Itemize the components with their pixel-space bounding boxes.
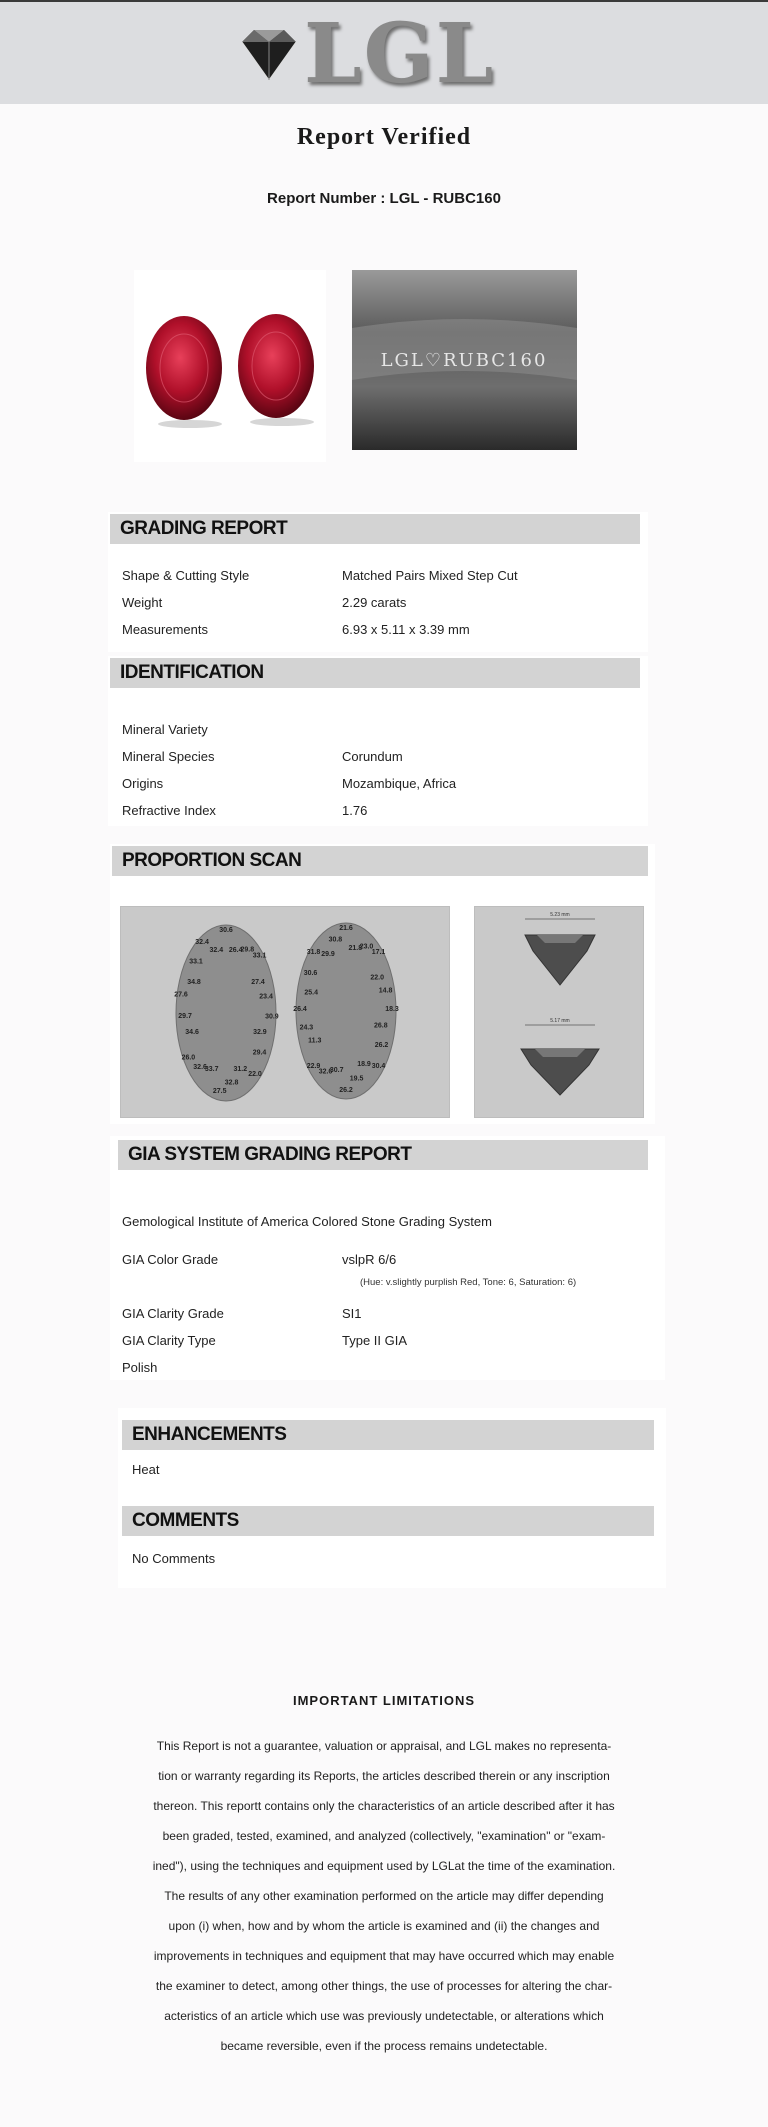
scan-value-label: 34.8	[187, 978, 201, 986]
gia-intro: Gemological Institute of America Colored Stone Grading System	[122, 1214, 492, 1229]
scan-value-label: 30.6	[303, 969, 318, 977]
scan-value-label: 21.6	[339, 925, 353, 932]
identification-header: IDENTIFICATION	[110, 658, 640, 688]
scan-value-label: 30.8	[328, 936, 343, 944]
scan-value-label: 34.6	[185, 1029, 199, 1037]
stone-profile-views	[475, 907, 643, 1117]
comments-header: COMMENTS	[122, 1506, 654, 1536]
scan-value-label: 26.4	[228, 947, 243, 954]
scan-value-label: 26.0	[181, 1054, 196, 1062]
scan-value-label: 26.2	[339, 1087, 353, 1094]
scan-value-label: 27.5	[212, 1088, 227, 1096]
limitations-line: This Report is not a guarantee, valuation or appraisal, and LGL makes no representa-	[156, 1739, 612, 1753]
page-title: Report Verified	[296, 124, 472, 150]
scan-value-label: 27.4	[251, 978, 265, 986]
scan-value-label: 22.0	[248, 1070, 262, 1078]
grading-report-header: GRADING REPORT	[110, 514, 640, 544]
scan-value-label: 11.3	[308, 1037, 322, 1045]
scan-value-label: 29.4	[252, 1049, 267, 1057]
scan-value-label: 32.9	[253, 1029, 267, 1037]
scan-value-label: 21.8	[348, 944, 363, 952]
scan-value-label: 32.6	[318, 1068, 333, 1076]
scan-value-label: 33.7	[204, 1066, 219, 1074]
limitations-line: thereon. This reportt contains only the characteristics of an article described after it has	[153, 1799, 615, 1813]
limitations-line: the examiner to detect, among other things, the use of processes for altering the char-	[155, 1979, 613, 1993]
enhancements-text: Heat	[132, 1462, 160, 1477]
logo-text: LGL	[304, 6, 496, 102]
scan-value-label: 24.3	[299, 1024, 314, 1032]
top-banner	[0, 0, 768, 104]
scan-value-label: 31.8	[306, 948, 321, 956]
scan-value-label: 22.0	[370, 974, 385, 982]
limitations-line: The results of any other examination performed on the article may differ depending	[164, 1889, 604, 1903]
diamond-logo-icon	[234, 24, 304, 84]
report-number: Report Number : LGL - RUBC160	[267, 190, 501, 207]
scan-value-label: 27.6	[174, 991, 188, 999]
profile-label-top: 5.23 mm	[550, 912, 570, 918]
scan-value-label: 33.1	[189, 958, 203, 966]
scan-value-label: 23.0	[359, 943, 374, 951]
scan-value-label: 33.1	[252, 952, 267, 960]
proportion-scan-profile-view	[474, 906, 644, 1118]
inscription-image	[352, 270, 577, 450]
limitations-line: ined"), using the techniques and equipment used by LGLat the time of the examination.	[152, 1859, 616, 1873]
scan-value-label: 19.5	[349, 1075, 364, 1083]
scan-value-label: 18.9	[357, 1060, 371, 1068]
scan-value-label: 30.4	[371, 1063, 386, 1071]
limitations-line: improvements in techniques and equipment that may have occurred which may enable	[153, 1949, 615, 1963]
scan-value-label: 32.8	[224, 1079, 239, 1087]
scan-value-label: 29.9	[321, 951, 335, 959]
limitations-line: became reversible, even if the process remains undetectable.	[220, 2039, 548, 2053]
scan-value-label: 14.8	[378, 987, 393, 995]
laser-inscription-photo	[352, 270, 577, 450]
scan-value-label: 30.6	[219, 927, 233, 934]
scan-value-label: 26.4	[293, 1006, 307, 1013]
scan-value-label: 32.6	[193, 1064, 207, 1071]
scan-value-label: 22.9	[306, 1063, 321, 1071]
scan-value-label: 29.7	[178, 1012, 192, 1020]
gia-header: GIA SYSTEM GRADING REPORT	[118, 1140, 648, 1170]
gia-color-note: (Hue: v.slightly purplish Red, Tone: 6, Saturation: 6)	[360, 1277, 577, 1288]
comments-text: No Comments	[132, 1551, 216, 1566]
scan-value-label: 26.8	[373, 1022, 388, 1030]
scan-value-label: 32.4	[209, 947, 224, 954]
limitations-line: acteristics of an article which use was previously undetectable, or alterations which	[164, 2009, 604, 2023]
proportion-scan-top-view	[120, 906, 450, 1118]
scan-value-label: 23.4	[259, 993, 273, 1001]
scan-value-label: 30.7	[329, 1067, 344, 1075]
inscription-text: LGL♡RUBC160	[380, 350, 548, 371]
scan-value-label: 31.2	[233, 1066, 248, 1074]
scan-value-label: 29.8	[240, 946, 255, 954]
scan-value-label: 32.4	[195, 938, 209, 946]
profile-label-bottom: 5.17 mm	[550, 1018, 570, 1024]
stone-top-views	[121, 907, 449, 1117]
ruby-pair-photo	[134, 270, 326, 462]
scan-value-label: 18.3	[385, 1006, 399, 1013]
ruby-pair-image	[134, 270, 326, 462]
lgl-logo[interactable]	[234, 6, 496, 102]
scan-value-label: 25.4	[304, 989, 319, 997]
scan-value-label: 26.2	[374, 1042, 389, 1050]
scan-value-label: 17.1	[371, 948, 386, 956]
limitations-line: been graded, tested, examined, and analyzed (collectively, "examination" or "exam-	[162, 1829, 606, 1843]
limitations-line: tion or warranty regarding its Reports, the articles described therein or any inscription	[158, 1769, 610, 1783]
proportion-scan-header: PROPORTION SCAN	[112, 846, 648, 876]
limitations-title: IMPORTANT LIMITATIONS	[292, 1693, 476, 1708]
scan-value-label: 30.9	[265, 1013, 279, 1021]
enhancements-header: ENHANCEMENTS	[122, 1420, 654, 1450]
limitations-line: upon (i) when, how and by whom the article is examined and (ii) the changes and	[168, 1919, 600, 1933]
